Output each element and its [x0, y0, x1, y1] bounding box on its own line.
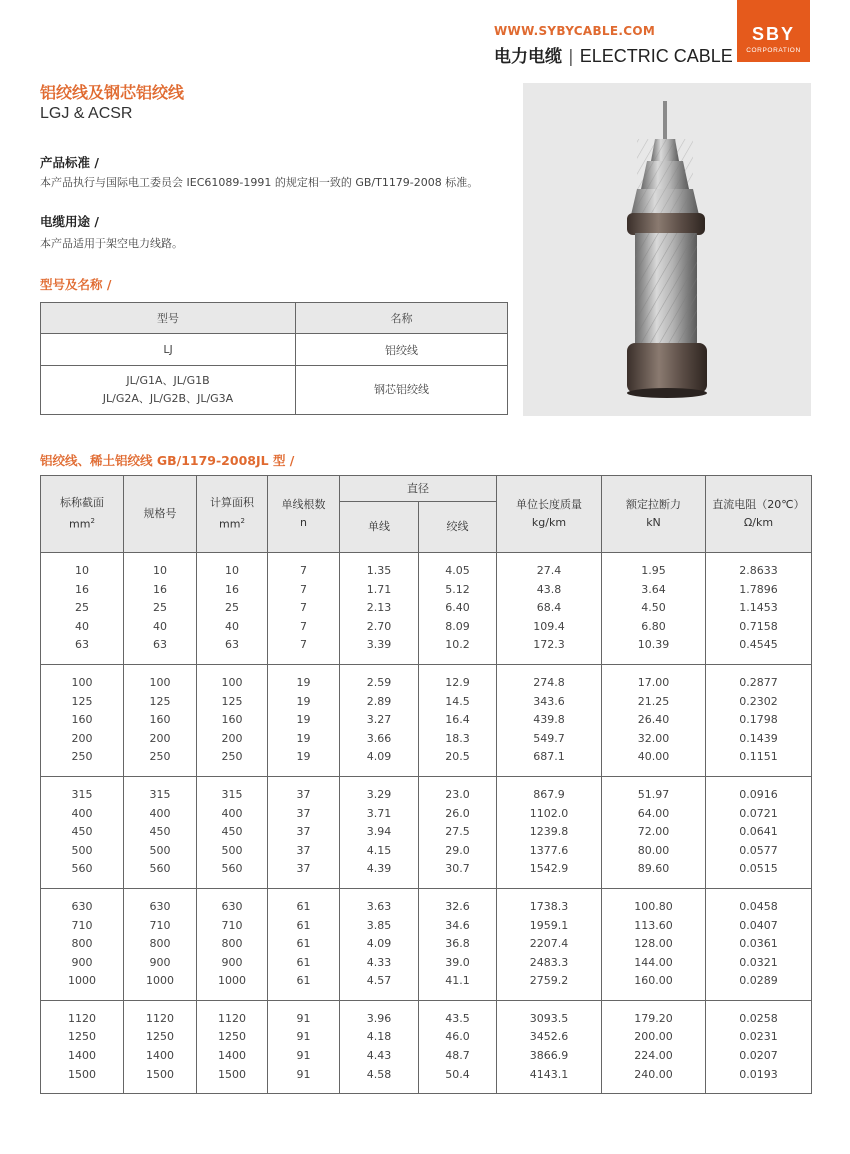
- standard-text: 本产品执行与国际电工委员会 IEC61089-1991 的规定相一致的 GB/T1179-2008 标准。: [40, 176, 479, 189]
- cell-calc-area: 250: [197, 748, 268, 776]
- cell-mass: 27.4: [497, 553, 602, 581]
- header-model: 型号: [41, 303, 296, 334]
- header-name: 名称: [296, 303, 508, 334]
- cell-wire-count: 37: [268, 823, 340, 842]
- cell-nominal-area: 40: [41, 618, 124, 637]
- header-mass-label: 单位长度质量: [516, 498, 582, 511]
- cell-spec-no: 800: [124, 935, 197, 954]
- cell-strength: 64.00: [602, 805, 706, 824]
- cable-photo: [523, 83, 811, 416]
- cell-nominal-area: 1000: [41, 972, 124, 1000]
- cell-mass: 43.8: [497, 581, 602, 600]
- cell-strength: 32.00: [602, 730, 706, 749]
- cell-resistance: 0.0321: [706, 954, 812, 973]
- cell-strength: 89.60: [602, 860, 706, 888]
- cell-stranded-diameter: 18.3: [419, 730, 497, 749]
- cell-spec-no: 25: [124, 599, 197, 618]
- cell-spec-no: 450: [124, 823, 197, 842]
- table-row: [41, 935, 812, 954]
- cell-resistance: 1.7896: [706, 581, 812, 600]
- header-single-wire: 单线: [340, 502, 419, 553]
- header-wire-count-label: 单线根数: [281, 498, 326, 511]
- cell-spec-no: 16: [124, 581, 197, 600]
- cell-spec-no: 400: [124, 805, 197, 824]
- cell-wire-count: 91: [268, 1066, 340, 1094]
- logo-subtitle: CORPORATION: [746, 47, 801, 54]
- cell-single-wire-diameter: 1.71: [340, 581, 419, 600]
- cell-calc-area: 100: [197, 664, 268, 692]
- model-cell: [41, 366, 296, 415]
- cell-stranded-diameter: 16.4: [419, 711, 497, 730]
- cell-single-wire-diameter: 2.13: [340, 599, 419, 618]
- cell-stranded-diameter: 12.9: [419, 664, 497, 692]
- cell-strength: 113.60: [602, 917, 706, 936]
- table-row: [41, 1047, 812, 1066]
- cell-mass: 109.4: [497, 618, 602, 637]
- cell-stranded-diameter: 4.05: [419, 553, 497, 581]
- cell-strength: 144.00: [602, 954, 706, 973]
- cell-mass: 68.4: [497, 599, 602, 618]
- cell-single-wire-diameter: 4.18: [340, 1028, 419, 1047]
- cell-stranded-diameter: 29.0: [419, 842, 497, 861]
- table-row: [41, 553, 812, 581]
- cell-nominal-area: 560: [41, 860, 124, 888]
- table-row: [41, 972, 812, 1000]
- table-row: [41, 334, 508, 366]
- cell-stranded-diameter: 34.6: [419, 917, 497, 936]
- cell-wire-count: 7: [268, 553, 340, 581]
- name-cell: 铝绞线: [296, 334, 508, 366]
- cell-calc-area: 450: [197, 823, 268, 842]
- cell-wire-count: 7: [268, 618, 340, 637]
- header-strength-unit: kN: [646, 516, 661, 529]
- cell-spec-no: 40: [124, 618, 197, 637]
- cell-strength: 26.40: [602, 711, 706, 730]
- cell-calc-area: 1120: [197, 1000, 268, 1028]
- cell-strength: 224.00: [602, 1047, 706, 1066]
- header-resistance-unit: Ω/km: [743, 516, 774, 529]
- cell-wire-count: 37: [268, 842, 340, 861]
- cell-nominal-area: 400: [41, 805, 124, 824]
- cell-mass: 1239.8: [497, 823, 602, 842]
- table-row: [41, 366, 508, 415]
- cell-strength: 179.20: [602, 1000, 706, 1028]
- header-resistance: [706, 476, 812, 553]
- cell-wire-count: 19: [268, 693, 340, 712]
- cell-strength: 17.00: [602, 664, 706, 692]
- cell-spec-no: 1400: [124, 1047, 197, 1066]
- cell-stranded-diameter: 41.1: [419, 972, 497, 1000]
- cell-wire-count: 19: [268, 711, 340, 730]
- cell-single-wire-diameter: 4.57: [340, 972, 419, 1000]
- cell-nominal-area: 1120: [41, 1000, 124, 1028]
- cell-spec-no: 500: [124, 842, 197, 861]
- table-row: [41, 888, 812, 916]
- table-row: [41, 748, 812, 776]
- cell-stranded-diameter: 10.2: [419, 636, 497, 664]
- cell-mass: 274.8: [497, 664, 602, 692]
- header-diameter: 直径: [340, 476, 497, 502]
- cell-nominal-area: 315: [41, 776, 124, 804]
- cell-single-wire-diameter: 3.63: [340, 888, 419, 916]
- cell-wire-count: 61: [268, 972, 340, 1000]
- table-row: [41, 917, 812, 936]
- cell-stranded-diameter: 39.0: [419, 954, 497, 973]
- cell-nominal-area: 1500: [41, 1066, 124, 1094]
- cell-calc-area: 560: [197, 860, 268, 888]
- cell-resistance: 0.0515: [706, 860, 812, 888]
- header-wire-count-unit: n: [300, 516, 307, 529]
- cell-spec-no: 900: [124, 954, 197, 973]
- cell-nominal-area: 125: [41, 693, 124, 712]
- spec-table: [40, 475, 812, 1094]
- cell-strength: 3.64: [602, 581, 706, 600]
- cell-calc-area: 1400: [197, 1047, 268, 1066]
- header-separator: |: [568, 47, 574, 67]
- cell-single-wire-diameter: 4.39: [340, 860, 419, 888]
- cell-single-wire-diameter: 4.58: [340, 1066, 419, 1094]
- cell-calc-area: 125: [197, 693, 268, 712]
- cell-resistance: 0.0458: [706, 888, 812, 916]
- cell-wire-count: 19: [268, 748, 340, 776]
- cell-nominal-area: 160: [41, 711, 124, 730]
- cell-calc-area: 400: [197, 805, 268, 824]
- cell-spec-no: 1250: [124, 1028, 197, 1047]
- cell-calc-area: 25: [197, 599, 268, 618]
- cell-wire-count: 91: [268, 1047, 340, 1066]
- cell-strength: 51.97: [602, 776, 706, 804]
- header-wire-count: [268, 476, 340, 553]
- logo-mark: SBY: [751, 24, 795, 44]
- cell-wire-count: 61: [268, 917, 340, 936]
- cell-single-wire-diameter: 3.29: [340, 776, 419, 804]
- cell-strength: 10.39: [602, 636, 706, 664]
- cell-calc-area: 1500: [197, 1066, 268, 1094]
- header-title: [494, 42, 733, 67]
- cell-strength: 200.00: [602, 1028, 706, 1047]
- cell-single-wire-diameter: 2.59: [340, 664, 419, 692]
- header-resistance-label: 直流电阻（20℃）: [712, 498, 805, 511]
- table-row: [41, 581, 812, 600]
- cell-wire-count: 7: [268, 581, 340, 600]
- cell-single-wire-diameter: 3.39: [340, 636, 419, 664]
- cell-stranded-diameter: 14.5: [419, 693, 497, 712]
- cell-spec-no: 10: [124, 553, 197, 581]
- cell-mass: 439.8: [497, 711, 602, 730]
- cell-mass: 2483.3: [497, 954, 602, 973]
- table-row: [41, 954, 812, 973]
- name-cell: 钢芯铝绞线: [296, 366, 508, 415]
- cell-nominal-area: 200: [41, 730, 124, 749]
- cell-nominal-area: 250: [41, 748, 124, 776]
- usage-heading: 电缆用途 /: [40, 214, 99, 229]
- cell-wire-count: 91: [268, 1000, 340, 1028]
- cell-strength: 4.50: [602, 599, 706, 618]
- cell-resistance: 0.0641: [706, 823, 812, 842]
- cell-stranded-diameter: 5.12: [419, 581, 497, 600]
- cell-calc-area: 160: [197, 711, 268, 730]
- header-strength-label: 额定拉断力: [626, 498, 681, 511]
- cell-single-wire-diameter: 3.94: [340, 823, 419, 842]
- cell-calc-area: 500: [197, 842, 268, 861]
- cell-single-wire-diameter: 3.96: [340, 1000, 419, 1028]
- cell-calc-area: 630: [197, 888, 268, 916]
- page-title: 铝绞线及钢芯铝绞线: [40, 83, 185, 102]
- table-row: [41, 711, 812, 730]
- cell-spec-no: 160: [124, 711, 197, 730]
- cell-nominal-area: 1250: [41, 1028, 124, 1047]
- model-table: [40, 302, 508, 415]
- cell-calc-area: 315: [197, 776, 268, 804]
- header-strength: [602, 476, 706, 553]
- cell-mass: 867.9: [497, 776, 602, 804]
- cell-wire-count: 7: [268, 636, 340, 664]
- model-heading: 型号及名称 /: [40, 277, 112, 292]
- cell-single-wire-diameter: 3.71: [340, 805, 419, 824]
- table-row: [41, 805, 812, 824]
- model-table-header: [41, 303, 508, 334]
- cell-stranded-diameter: 43.5: [419, 1000, 497, 1028]
- cell-stranded-diameter: 27.5: [419, 823, 497, 842]
- company-logo: [737, 0, 810, 62]
- table-row: [41, 823, 812, 842]
- cell-mass: 1959.1: [497, 917, 602, 936]
- cell-single-wire-diameter: 2.89: [340, 693, 419, 712]
- table-row: [41, 693, 812, 712]
- cell-nominal-area: 450: [41, 823, 124, 842]
- cell-nominal-area: 16: [41, 581, 124, 600]
- cell-stranded-diameter: 20.5: [419, 748, 497, 776]
- spec-table-header-row: [41, 476, 812, 502]
- table-row: [41, 664, 812, 692]
- cell-stranded-diameter: 30.7: [419, 860, 497, 888]
- cell-strength: 6.80: [602, 618, 706, 637]
- table-row: [41, 1066, 812, 1094]
- cell-spec-no: 315: [124, 776, 197, 804]
- cell-resistance: 0.0721: [706, 805, 812, 824]
- header-calc-area-label: 计算面积: [210, 496, 254, 510]
- header-title-cn: 电力电缆: [494, 47, 562, 67]
- usage-text: 本产品适用于架空电力线路。: [40, 237, 183, 250]
- cell-mass: 1377.6: [497, 842, 602, 861]
- model-cell: LJ: [41, 334, 296, 366]
- cell-stranded-diameter: 26.0: [419, 805, 497, 824]
- cell-nominal-area: 630: [41, 888, 124, 916]
- cell-calc-area: 1000: [197, 972, 268, 1000]
- cell-calc-area: 63: [197, 636, 268, 664]
- cell-calc-area: 800: [197, 935, 268, 954]
- header-spec-no: 规格号: [124, 476, 197, 553]
- cell-strength: 100.80: [602, 888, 706, 916]
- model-line: JL/G1A、JL/G1B: [126, 374, 210, 387]
- cell-wire-count: 37: [268, 805, 340, 824]
- spec-table-body: [41, 553, 812, 1094]
- cell-calc-area: 710: [197, 917, 268, 936]
- table-row: [41, 842, 812, 861]
- cell-mass: 687.1: [497, 748, 602, 776]
- cell-calc-area: 200: [197, 730, 268, 749]
- cell-strength: 21.25: [602, 693, 706, 712]
- cell-single-wire-diameter: 4.43: [340, 1047, 419, 1066]
- cell-mass: 1542.9: [497, 860, 602, 888]
- page-subtitle: LGJ & ACSR: [40, 105, 133, 122]
- header-calc-area: [197, 476, 268, 553]
- cell-mass: 2207.4: [497, 935, 602, 954]
- cell-single-wire-diameter: 4.09: [340, 748, 419, 776]
- table-row: [41, 618, 812, 637]
- header-mass-unit: kg/km: [531, 516, 567, 529]
- cell-nominal-area: 800: [41, 935, 124, 954]
- cell-resistance: 0.1439: [706, 730, 812, 749]
- spec-heading: 铝绞线、稀土铝绞线 GB/1179-2008JL 型 /: [40, 453, 295, 468]
- cell-resistance: 2.8633: [706, 553, 812, 581]
- cell-spec-no: 200: [124, 730, 197, 749]
- cell-single-wire-diameter: 4.09: [340, 935, 419, 954]
- cell-single-wire-diameter: 2.70: [340, 618, 419, 637]
- cell-wire-count: 37: [268, 860, 340, 888]
- model-line: JL/G2A、JL/G2B、JL/G3A: [102, 392, 234, 405]
- cell-resistance: 0.1151: [706, 748, 812, 776]
- cell-mass: 549.7: [497, 730, 602, 749]
- cell-stranded-diameter: 32.6: [419, 888, 497, 916]
- cell-wire-count: 91: [268, 1028, 340, 1047]
- cell-wire-count: 61: [268, 888, 340, 916]
- cell-strength: 160.00: [602, 972, 706, 1000]
- cell-nominal-area: 500: [41, 842, 124, 861]
- table-row: [41, 776, 812, 804]
- cell-resistance: 1.1453: [706, 599, 812, 618]
- cell-stranded-diameter: 50.4: [419, 1066, 497, 1094]
- cell-single-wire-diameter: 4.33: [340, 954, 419, 973]
- cell-single-wire-diameter: 3.27: [340, 711, 419, 730]
- cell-stranded-diameter: 48.7: [419, 1047, 497, 1066]
- cell-resistance: 0.0258: [706, 1000, 812, 1028]
- cell-spec-no: 630: [124, 888, 197, 916]
- cell-mass: 1102.0: [497, 805, 602, 824]
- cell-nominal-area: 10: [41, 553, 124, 581]
- header-nominal-area-unit: mm: [69, 517, 91, 531]
- cell-mass: 3452.6: [497, 1028, 602, 1047]
- table-row: [41, 599, 812, 618]
- cell-calc-area: 1250: [197, 1028, 268, 1047]
- cell-spec-no: 125: [124, 693, 197, 712]
- table-row: [41, 636, 812, 664]
- cell-resistance: 0.4545: [706, 636, 812, 664]
- cell-spec-no: 1120: [124, 1000, 197, 1028]
- cell-mass: 2759.2: [497, 972, 602, 1000]
- header-mass: [497, 476, 602, 553]
- cell-spec-no: 63: [124, 636, 197, 664]
- cell-resistance: 0.0193: [706, 1066, 812, 1094]
- cell-spec-no: 710: [124, 917, 197, 936]
- header-calc-area-unit: mm: [219, 517, 241, 531]
- cell-wire-count: 19: [268, 664, 340, 692]
- cell-strength: 80.00: [602, 842, 706, 861]
- cell-mass: 172.3: [497, 636, 602, 664]
- cell-resistance: 0.2877: [706, 664, 812, 692]
- cell-wire-count: 19: [268, 730, 340, 749]
- header-unit-superscript: 2: [240, 517, 245, 526]
- cell-nominal-area: 900: [41, 954, 124, 973]
- cell-strength: 1.95: [602, 553, 706, 581]
- cell-strength: 40.00: [602, 748, 706, 776]
- cell-resistance: 0.0577: [706, 842, 812, 861]
- cell-nominal-area: 100: [41, 664, 124, 692]
- cell-single-wire-diameter: 3.85: [340, 917, 419, 936]
- cell-stranded-diameter: 6.40: [419, 599, 497, 618]
- cell-single-wire-diameter: 1.35: [340, 553, 419, 581]
- cell-resistance: 0.0361: [706, 935, 812, 954]
- cable-illustration: [523, 83, 811, 416]
- cell-wire-count: 7: [268, 599, 340, 618]
- cell-spec-no: 100: [124, 664, 197, 692]
- cell-stranded-diameter: 8.09: [419, 618, 497, 637]
- table-row: [41, 730, 812, 749]
- cell-stranded-diameter: 23.0: [419, 776, 497, 804]
- cell-mass: 4143.1: [497, 1066, 602, 1094]
- cell-wire-count: 61: [268, 954, 340, 973]
- cell-stranded-diameter: 46.0: [419, 1028, 497, 1047]
- header-title-en: ELECTRIC CABLE: [579, 46, 733, 66]
- cell-resistance: 0.0207: [706, 1047, 812, 1066]
- cell-resistance: 0.0289: [706, 972, 812, 1000]
- cell-calc-area: 10: [197, 553, 268, 581]
- cell-strength: 240.00: [602, 1066, 706, 1094]
- table-row: [41, 1000, 812, 1028]
- cell-nominal-area: 25: [41, 599, 124, 618]
- cell-spec-no: 1000: [124, 972, 197, 1000]
- cell-resistance: 0.1798: [706, 711, 812, 730]
- cell-mass: 3866.9: [497, 1047, 602, 1066]
- cell-spec-no: 1500: [124, 1066, 197, 1094]
- cell-nominal-area: 710: [41, 917, 124, 936]
- cell-stranded-diameter: 36.8: [419, 935, 497, 954]
- cell-resistance: 0.2302: [706, 693, 812, 712]
- cell-mass: 1738.3: [497, 888, 602, 916]
- cell-wire-count: 61: [268, 935, 340, 954]
- cell-single-wire-diameter: 3.66: [340, 730, 419, 749]
- header-nominal-area: [41, 476, 124, 553]
- cell-resistance: 0.0231: [706, 1028, 812, 1047]
- cell-resistance: 0.7158: [706, 618, 812, 637]
- cell-nominal-area: 1400: [41, 1047, 124, 1066]
- cell-single-wire-diameter: 4.15: [340, 842, 419, 861]
- header-unit-superscript: 2: [90, 517, 95, 526]
- cell-spec-no: 560: [124, 860, 197, 888]
- table-row: [41, 1028, 812, 1047]
- cell-nominal-area: 63: [41, 636, 124, 664]
- header-nominal-area-label: 标称截面: [60, 496, 104, 510]
- cell-calc-area: 40: [197, 618, 268, 637]
- header-stranded: 绞线: [419, 502, 497, 553]
- cell-strength: 128.00: [602, 935, 706, 954]
- cell-mass: 343.6: [497, 693, 602, 712]
- cell-resistance: 0.0407: [706, 917, 812, 936]
- cell-calc-area: 16: [197, 581, 268, 600]
- table-row: [41, 860, 812, 888]
- cell-strength: 72.00: [602, 823, 706, 842]
- cell-mass: 3093.5: [497, 1000, 602, 1028]
- cell-calc-area: 900: [197, 954, 268, 973]
- site-url[interactable]: WWW.SYBYCABLE.COM: [494, 24, 656, 38]
- standard-heading: 产品标准 /: [40, 155, 99, 170]
- cell-resistance: 0.0916: [706, 776, 812, 804]
- cell-spec-no: 250: [124, 748, 197, 776]
- cell-wire-count: 37: [268, 776, 340, 804]
